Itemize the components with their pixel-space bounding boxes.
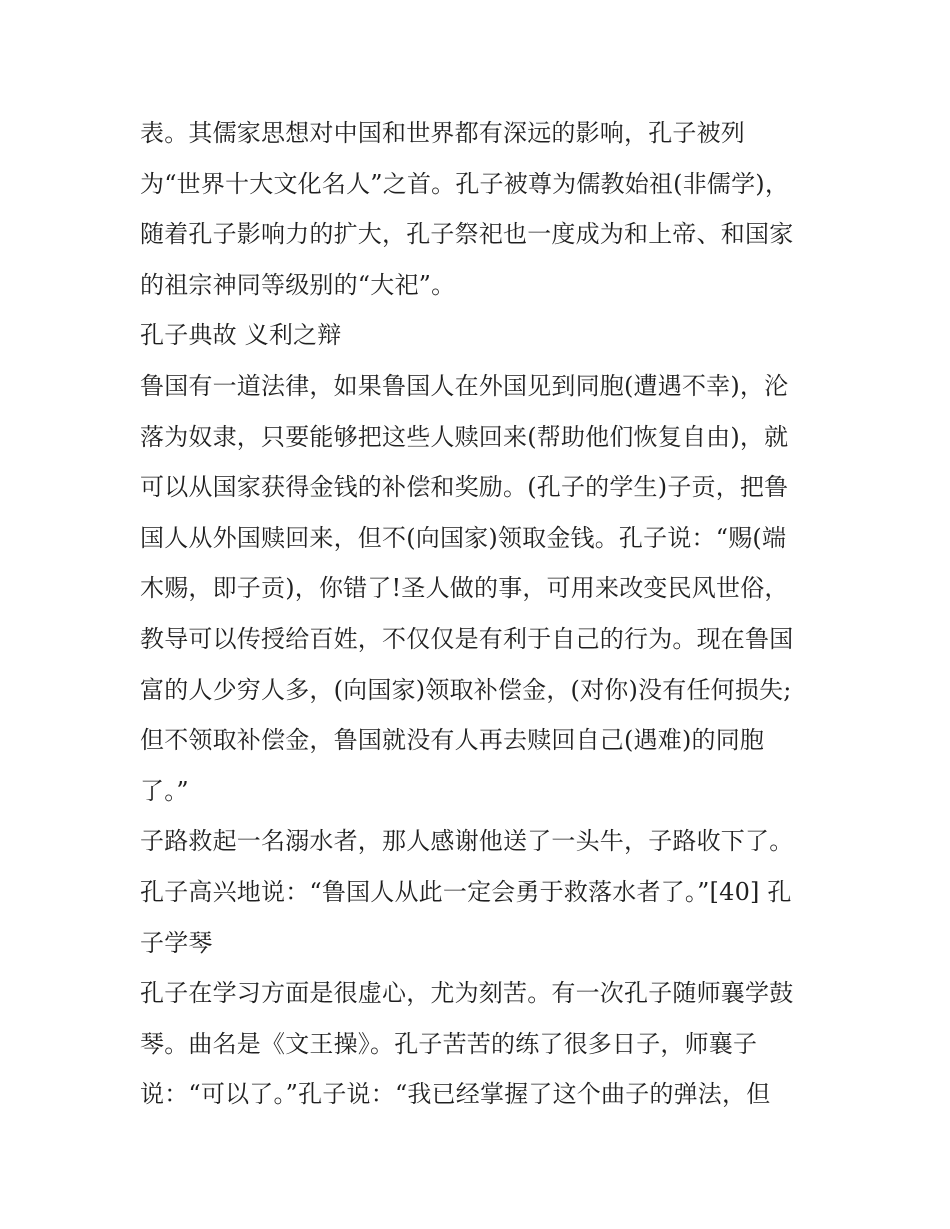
text-line: 的祖宗神同等级别的“大祀”。	[140, 270, 456, 299]
text-line: 木赐，即子贡)，你错了!圣人做的事，可用来改变民风世俗，	[140, 574, 789, 603]
document-body	[140, 108, 820, 1120]
text-line: 为“世界十大文化名人”之首。孔子被尊为儒教始祖(非儒学)，	[140, 169, 790, 198]
text-line: 孔子高兴地说：“鲁国人从此一定会勇于救落水者了。”[40] 孔	[140, 877, 792, 906]
text-line: 但不领取补偿金，鲁国就没有人再去赎回自己(遇难)的同胞	[140, 726, 765, 755]
section-heading: 子学琴	[140, 928, 213, 957]
text-line: 说：“可以了。”孔子说：“我已经掌握了这个曲子的弹法，但	[140, 1080, 771, 1109]
text-line: 孔子在学习方面是很虚心，尤为刻苦。有一次孔子随师襄学鼓	[140, 979, 794, 1008]
text-line: 富的人少穷人多，(向国家)领取补偿金，(对你)没有任何损失;	[140, 675, 792, 704]
text-line: 可以从国家获得金钱的补偿和奖励。(孔子的学生)子贡，把鲁	[140, 473, 789, 502]
section-heading: 孔子典故 义利之辩	[140, 321, 342, 350]
text-line: 子路救起一名溺水者，那人感谢他送了一头牛，子路收下了。	[140, 827, 794, 856]
text-line: 琴。曲名是《文王操》。孔子苦苦的练了很多日子，师襄子	[140, 1029, 758, 1058]
text-line: 教导可以传授给百姓，不仅仅是有利于自己的行为。现在鲁国	[140, 624, 794, 653]
text-line: 表。其儒家思想对中国和世界都有深远的影响，孔子被列	[140, 119, 745, 147]
text-line: 了。”	[140, 776, 189, 805]
text-line: 落为奴隶，只要能够把这些人赎回来(帮助他们恢复自由)，就	[140, 422, 789, 451]
text-line: 鲁国有一道法律，如果鲁国人在外国见到同胞(遭遇不幸)，沦	[140, 371, 789, 400]
text-line: 随着孔子影响力的扩大，孔子祭祀也一度成为和上帝、和国家	[140, 220, 794, 249]
text-line: 国人从外国赎回来，但不(向国家)领取金钱。孔子说：“赐(端	[140, 523, 787, 552]
